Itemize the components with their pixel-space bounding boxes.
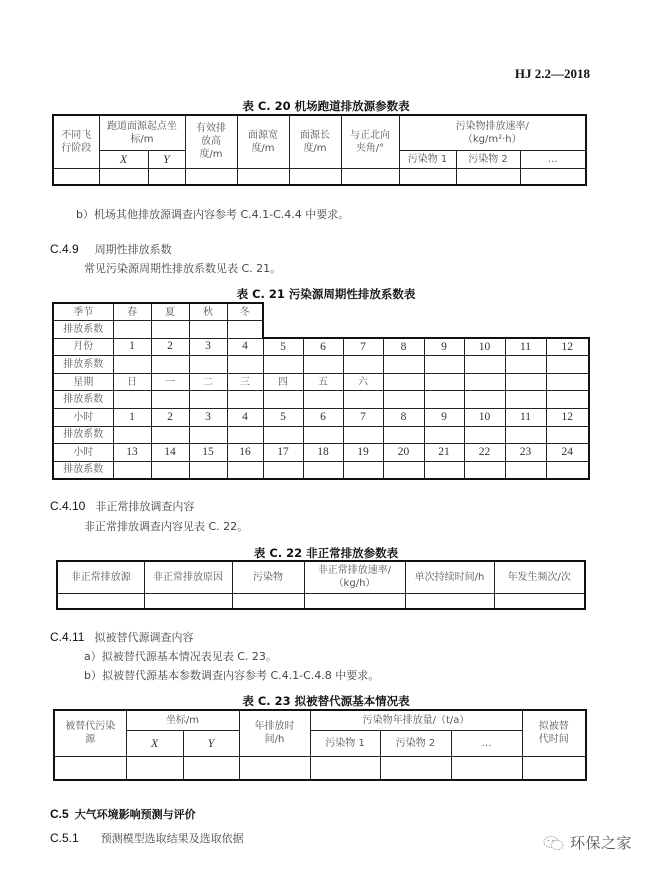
table-cell: 12 xyxy=(546,409,589,427)
table-cell xyxy=(505,426,546,444)
section-number: C.4.9 xyxy=(50,242,79,256)
table-cell-blank xyxy=(343,321,383,339)
table-cell xyxy=(289,168,341,185)
table-cell xyxy=(189,461,227,479)
table-cell-blank xyxy=(343,303,383,321)
table-cell: 8 xyxy=(383,409,424,427)
row-label: 排放系数 xyxy=(53,321,113,339)
table-cell xyxy=(546,426,589,444)
section-title: 大气环境影响预测与评价 xyxy=(74,808,196,821)
table-cell xyxy=(546,356,589,374)
row-label: 排放系数 xyxy=(53,391,113,409)
header-abnormal-cause: 非正常排放原因 xyxy=(144,561,232,593)
table-cell: 3 xyxy=(189,409,227,427)
table-row xyxy=(53,426,589,444)
table-cell xyxy=(57,593,144,609)
section-c411-item-a: a）拟被替代源基本情况表见表 C. 23。 xyxy=(84,650,277,663)
table-cell: 六 xyxy=(343,373,383,391)
table-cell xyxy=(227,461,263,479)
section-c410-body: 非正常排放调查内容见表 C. 22。 xyxy=(84,520,249,533)
table-c23-caption: 表 C. 23 拟被替代源基本情况表 xyxy=(242,694,410,708)
table-cell xyxy=(113,391,151,409)
header-pollutant-2: 污染物 2 xyxy=(456,150,520,168)
table-cell: 10 xyxy=(464,338,505,356)
header-annual-emission: 污染物年排放量/（t/a） xyxy=(310,710,522,730)
table-row xyxy=(53,356,589,374)
header-pollutant: 污染物 xyxy=(232,561,304,593)
row-label: 月份 xyxy=(53,338,113,356)
section-number: C.5 xyxy=(50,807,69,821)
table-cell xyxy=(456,168,520,185)
table-cell xyxy=(383,356,424,374)
table-cell-blank xyxy=(383,321,424,339)
table-row xyxy=(53,461,589,479)
paragraph-b-airport: b）机场其他排放源调查内容参考 C.4.1-C.4.4 中要求。 xyxy=(76,208,350,221)
table-cell xyxy=(383,373,424,391)
header-y: Y xyxy=(183,730,239,756)
table-cell: 17 xyxy=(263,444,303,462)
table-cell: 5 xyxy=(263,409,303,427)
table-c21-caption: 表 C. 21 污染源周期性排放系数表 xyxy=(236,287,416,301)
table-cell xyxy=(227,391,263,409)
table-c20-caption: 表 C. 20 机场跑道排放源参数表 xyxy=(242,99,410,113)
table-cell xyxy=(546,373,589,391)
header-more: … xyxy=(451,730,522,756)
table-cell xyxy=(227,321,263,339)
table-cell-blank xyxy=(464,303,505,321)
table-cell: 9 xyxy=(424,409,464,427)
table-cell xyxy=(303,426,343,444)
table-cell xyxy=(383,391,424,409)
header-duration: 单次持续时间/h xyxy=(405,561,494,593)
table-cell: 夏 xyxy=(151,303,189,321)
table-cell xyxy=(54,756,126,780)
section-c49-body: 常见污染源周期性排放系数见表 C. 21。 xyxy=(84,262,282,275)
table-c22-caption: 表 C. 22 非正常排放参数表 xyxy=(253,546,399,560)
table-cell-blank xyxy=(464,321,505,339)
wechat-icon xyxy=(543,835,565,851)
table-row xyxy=(57,593,585,609)
table-row xyxy=(53,168,586,185)
table-cell-blank xyxy=(263,321,303,339)
header-start-coord: 跑道面源起点坐标/m xyxy=(99,115,185,150)
header-replaced-source: 被替代污染源 xyxy=(54,710,126,756)
table-cell xyxy=(185,168,237,185)
table-cell: 一 xyxy=(151,373,189,391)
header-width: 面源宽度/m xyxy=(237,115,289,168)
table-row xyxy=(53,444,589,462)
table-cell-blank xyxy=(263,303,303,321)
table-cell xyxy=(303,391,343,409)
table-cell xyxy=(151,426,189,444)
table-cell xyxy=(303,356,343,374)
section-title: 非正常排放调查内容 xyxy=(95,500,195,513)
table-cell xyxy=(464,356,505,374)
header-replace-time: 拟被替代时间 xyxy=(522,710,586,756)
header-phase: 不同飞行阶段 xyxy=(53,115,99,168)
table-cell xyxy=(113,321,151,339)
table-cell xyxy=(522,756,586,780)
table-cell: 冬 xyxy=(227,303,263,321)
table-cell xyxy=(505,356,546,374)
table-cell: 19 xyxy=(343,444,383,462)
table-cell: 7 xyxy=(343,409,383,427)
table-cell xyxy=(341,168,399,185)
table-cell: 15 xyxy=(189,444,227,462)
table-cell xyxy=(310,756,380,780)
table-cell xyxy=(113,356,151,374)
table-cell-blank xyxy=(505,321,546,339)
table-cell xyxy=(464,426,505,444)
table-cell xyxy=(227,356,263,374)
table-cell: 20 xyxy=(383,444,424,462)
table-cell: 1 xyxy=(113,409,151,427)
header-length: 面源长度/m xyxy=(289,115,341,168)
table-cell xyxy=(151,321,189,339)
table-cell xyxy=(304,593,405,609)
table-cell: 5 xyxy=(263,338,303,356)
table-cell xyxy=(151,461,189,479)
table-c21 xyxy=(52,302,590,480)
section-number: C.4.10 xyxy=(50,499,86,513)
table-cell xyxy=(494,593,585,609)
table-cell xyxy=(151,391,189,409)
table-row xyxy=(53,373,589,391)
table-cell: 9 xyxy=(424,338,464,356)
table-cell: 日 xyxy=(113,373,151,391)
row-label: 排放系数 xyxy=(53,426,113,444)
table-c20 xyxy=(52,114,587,186)
section-c5-heading xyxy=(50,806,196,822)
table-cell-blank xyxy=(383,303,424,321)
table-cell xyxy=(343,391,383,409)
table-cell xyxy=(424,426,464,444)
table-cell xyxy=(505,461,546,479)
table-cell xyxy=(263,426,303,444)
table-cell xyxy=(183,756,239,780)
table-cell: 23 xyxy=(505,444,546,462)
section-c411-item-b: b）拟被替代源基本参数调查内容参考 C.4.1-C.4.8 中要求。 xyxy=(84,669,380,682)
header-x: X xyxy=(99,150,148,168)
header-pollutant-1: 污染物 1 xyxy=(310,730,380,756)
table-cell xyxy=(263,391,303,409)
table-cell xyxy=(239,756,310,780)
table-cell xyxy=(383,461,424,479)
table-c22 xyxy=(56,560,586,610)
table-cell-blank xyxy=(303,303,343,321)
header-coord: 坐标/m xyxy=(126,710,239,730)
table-cell: 10 xyxy=(464,409,505,427)
table-cell xyxy=(343,461,383,479)
table-cell: 12 xyxy=(546,338,589,356)
row-label: 排放系数 xyxy=(53,461,113,479)
table-cell xyxy=(343,356,383,374)
table-cell xyxy=(189,321,227,339)
table-cell xyxy=(126,756,183,780)
table-cell: 三 xyxy=(227,373,263,391)
table-cell xyxy=(451,756,522,780)
table-cell xyxy=(405,593,494,609)
table-cell xyxy=(520,168,586,185)
table-cell xyxy=(505,373,546,391)
table-cell: 四 xyxy=(263,373,303,391)
table-cell: 24 xyxy=(546,444,589,462)
table-row xyxy=(53,303,589,321)
table-cell xyxy=(263,356,303,374)
table-cell xyxy=(113,426,151,444)
section-title: 周期性排放系数 xyxy=(94,243,172,256)
header-abnormal-rate: 非正常排放速率/（kg/h） xyxy=(304,561,405,593)
table-cell xyxy=(464,373,505,391)
header-pollutant-1: 污染物 1 xyxy=(399,150,456,168)
table-cell xyxy=(237,168,289,185)
table-cell xyxy=(189,356,227,374)
row-label: 星期 xyxy=(53,373,113,391)
section-number: C.4.11 xyxy=(50,630,85,644)
table-cell-blank xyxy=(546,321,589,339)
table-cell xyxy=(148,168,185,185)
table-cell xyxy=(113,461,151,479)
table-cell xyxy=(399,168,456,185)
table-cell: 1 xyxy=(113,338,151,356)
table-cell xyxy=(232,593,304,609)
table-c23 xyxy=(53,709,587,781)
table-cell: 14 xyxy=(151,444,189,462)
table-cell xyxy=(383,426,424,444)
table-cell xyxy=(99,168,148,185)
table-row xyxy=(54,756,586,780)
header-rate: 污染物排放速率/（kg/m²·h） xyxy=(399,115,586,150)
section-title: 预测模型选取结果及选取依据 xyxy=(100,832,244,845)
header-frequency: 年发生频次/次 xyxy=(494,561,585,593)
table-cell xyxy=(380,756,451,780)
table-cell: 11 xyxy=(505,338,546,356)
table-cell: 7 xyxy=(343,338,383,356)
header-pollutant-2: 污染物 2 xyxy=(380,730,451,756)
watermark-text: 环保之家 xyxy=(569,834,632,852)
table-cell xyxy=(424,373,464,391)
header-angle: 与正北向夹角/° xyxy=(341,115,399,168)
table-cell xyxy=(546,391,589,409)
standard-code: HJ 2.2—2018 xyxy=(514,66,590,81)
table-cell xyxy=(505,391,546,409)
table-cell: 3 xyxy=(189,338,227,356)
table-cell: 4 xyxy=(227,409,263,427)
table-cell: 秋 xyxy=(189,303,227,321)
header-eff-height: 有效排放高度/m xyxy=(185,115,237,168)
table-cell-blank xyxy=(424,321,464,339)
table-cell xyxy=(263,461,303,479)
table-cell-blank xyxy=(505,303,546,321)
section-title: 拟被替代源调查内容 xyxy=(94,631,194,644)
table-cell: 6 xyxy=(303,338,343,356)
table-row xyxy=(53,321,589,339)
table-cell xyxy=(189,391,227,409)
section-c411-heading xyxy=(50,629,193,645)
table-cell xyxy=(424,391,464,409)
row-label: 小时 xyxy=(53,444,113,462)
table-cell xyxy=(303,461,343,479)
table-cell xyxy=(151,356,189,374)
table-cell: 五 xyxy=(303,373,343,391)
row-label: 排放系数 xyxy=(53,356,113,374)
table-cell-blank xyxy=(546,303,589,321)
header-x: X xyxy=(126,730,183,756)
table-cell: 2 xyxy=(151,409,189,427)
table-cell: 2 xyxy=(151,338,189,356)
table-cell xyxy=(144,593,232,609)
section-c410-heading xyxy=(50,498,194,514)
table-cell xyxy=(189,426,227,444)
table-cell: 6 xyxy=(303,409,343,427)
table-row xyxy=(53,409,589,427)
section-c51-heading xyxy=(50,830,244,846)
table-cell xyxy=(343,426,383,444)
table-row xyxy=(53,338,589,356)
watermark xyxy=(543,832,632,853)
table-cell: 22 xyxy=(464,444,505,462)
row-label: 小时 xyxy=(53,409,113,427)
table-cell xyxy=(424,356,464,374)
section-c49-heading xyxy=(50,241,172,257)
header-y: Y xyxy=(148,150,185,168)
row-label: 季节 xyxy=(53,303,113,321)
section-number: C.5.1 xyxy=(50,831,79,845)
table-cell: 11 xyxy=(505,409,546,427)
header-more: … xyxy=(520,150,586,168)
table-cell: 18 xyxy=(303,444,343,462)
table-cell xyxy=(546,461,589,479)
table-cell: 21 xyxy=(424,444,464,462)
table-cell: 4 xyxy=(227,338,263,356)
table-cell xyxy=(464,391,505,409)
table-cell-blank xyxy=(424,303,464,321)
table-cell xyxy=(464,461,505,479)
table-row xyxy=(53,391,589,409)
header-abnormal-source: 非正常排放源 xyxy=(57,561,144,593)
table-cell: 8 xyxy=(383,338,424,356)
table-cell: 春 xyxy=(113,303,151,321)
table-cell xyxy=(227,426,263,444)
table-cell: 13 xyxy=(113,444,151,462)
header-annual-hours: 年排放时间/h xyxy=(239,710,310,756)
table-cell xyxy=(424,461,464,479)
table-cell: 二 xyxy=(189,373,227,391)
table-cell xyxy=(53,168,99,185)
table-cell: 16 xyxy=(227,444,263,462)
table-cell-blank xyxy=(303,321,343,339)
